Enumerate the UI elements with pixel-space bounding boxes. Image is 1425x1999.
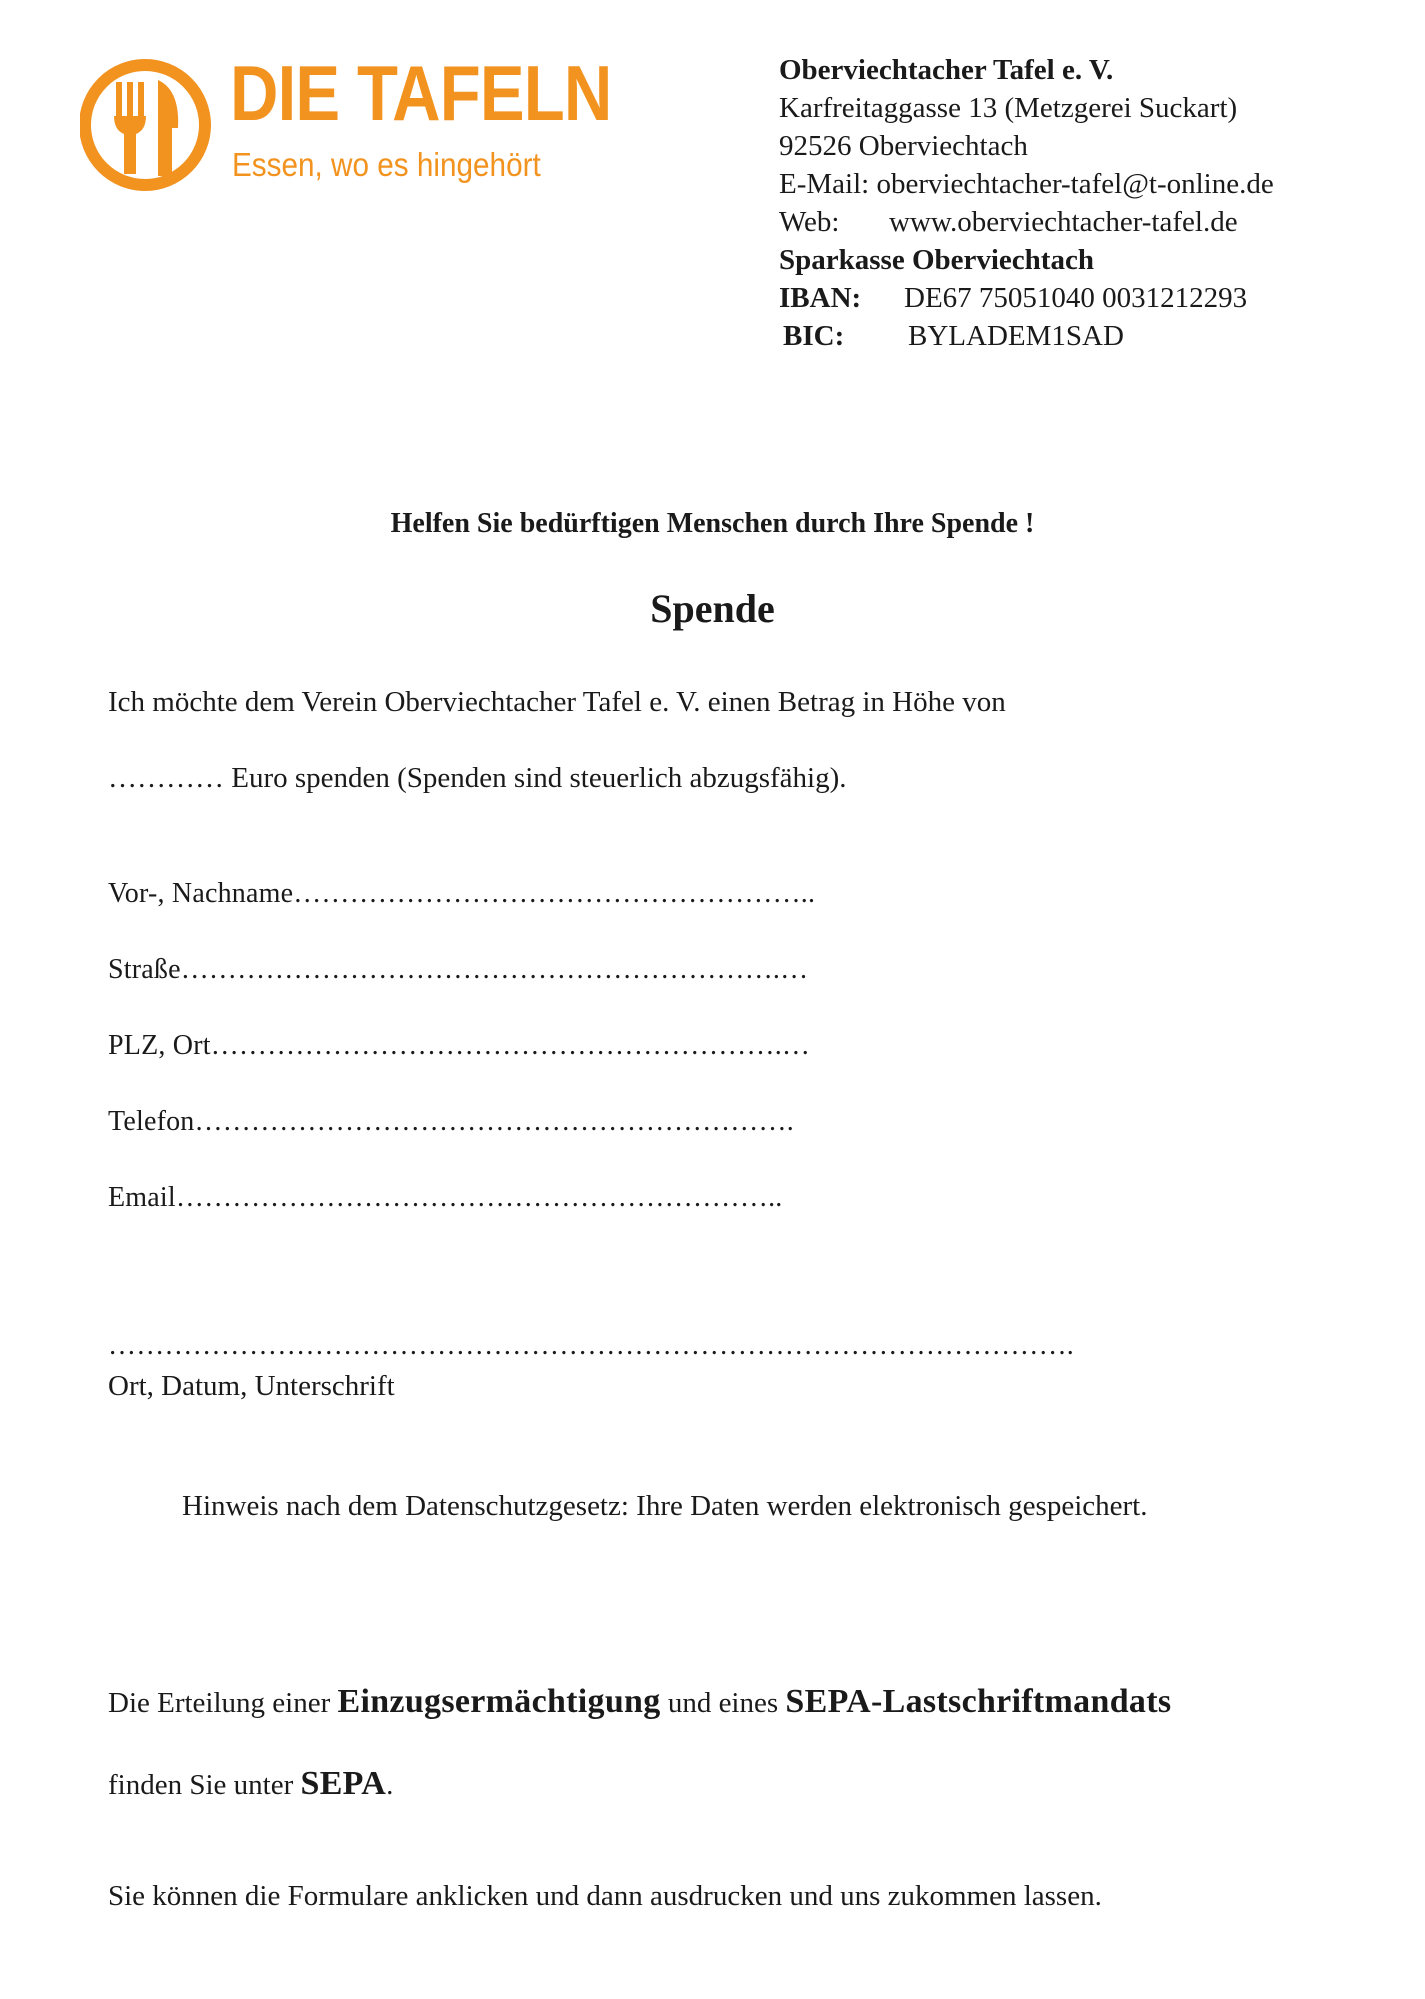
direct-debit-authorization-link[interactable]: Einzugsermächtigung <box>337 1683 661 1720</box>
tafeln-logo <box>80 50 620 200</box>
intro-line-1: Ich möchte dem Verein Oberviechtacher Tafel e. V. einen Betrag in Höhe von <box>108 686 1006 718</box>
donation-subtitle: Helfen Sie bedürftigen Menschen durch Ihre Spende ! <box>390 508 1035 539</box>
signature-label: Ort, Datum, Unterschrift <box>108 1370 395 1402</box>
address-block <box>779 51 1274 355</box>
logo-tagline: Essen, wo es hingehört <box>232 146 541 183</box>
signature-line[interactable]: …………………………………………………………………………………………. <box>108 1330 1074 1361</box>
email-address[interactable]: E-Mail: oberviechtacher-tafel@t-online.de <box>779 168 1274 200</box>
sepa-line-2 <box>108 1765 393 1803</box>
privacy-note: Hinweis nach dem Datenschutzgesetz: Ihre Daten werden elektronisch gespeichert. <box>182 1490 1148 1522</box>
phone-field[interactable]: Telefon………………………………………………………. <box>108 1106 794 1137</box>
intro-line-2: ………… Euro spenden (Spenden sind steuerlich abzugsfähig). <box>108 762 847 794</box>
iban-row <box>779 279 1274 317</box>
city-address: 92526 Oberviechtach <box>779 130 1028 162</box>
name-field[interactable]: Vor-, Nachname……………………………………………….. <box>108 878 816 909</box>
page-title: Spende <box>650 586 775 631</box>
sepa-mandate-link[interactable]: SEPA-Lastschriftmandats <box>785 1683 1172 1720</box>
sepa-link[interactable]: SEPA <box>300 1765 387 1802</box>
sepa-line-1 <box>108 1683 1171 1721</box>
street-address: Karfreitaggasse 13 (Metzgerei Suckart) <box>779 92 1238 124</box>
web-label: Web: <box>779 206 840 238</box>
closing-note: Sie können die Formulare anklicken und dann ausdrucken und uns zukommen lassen. <box>108 1880 1102 1912</box>
email-field[interactable]: Email……………………………………………………….. <box>108 1182 783 1213</box>
logo-title: DIE TAFELN <box>230 49 612 137</box>
sepa-text-c: und eines <box>660 1687 786 1719</box>
sepa-text-e: finden Sie unter <box>108 1769 301 1801</box>
iban-value: DE67 75051040 0031212293 <box>904 282 1248 314</box>
sepa-text-a: Die Erteilung einer <box>108 1687 338 1719</box>
bank-name: Sparkasse Oberviechtach <box>779 244 1094 276</box>
bic-label: BIC: <box>783 320 845 352</box>
iban-label: IBAN: <box>779 282 862 314</box>
city-field[interactable]: PLZ, Ort…………………………………………………….… <box>108 1030 811 1061</box>
web-row <box>779 203 1274 241</box>
fork-knife-icon <box>80 50 220 200</box>
street-field[interactable]: Straße……………………………………………………….… <box>108 954 809 985</box>
web-url[interactable]: www.oberviechtacher-tafel.de <box>889 206 1238 238</box>
org-name: Oberviechtacher Tafel e. V. <box>779 54 1114 86</box>
bic-value: BYLADEM1SAD <box>908 320 1124 352</box>
sepa-text-g: . <box>386 1769 394 1801</box>
bic-row <box>779 317 1274 355</box>
